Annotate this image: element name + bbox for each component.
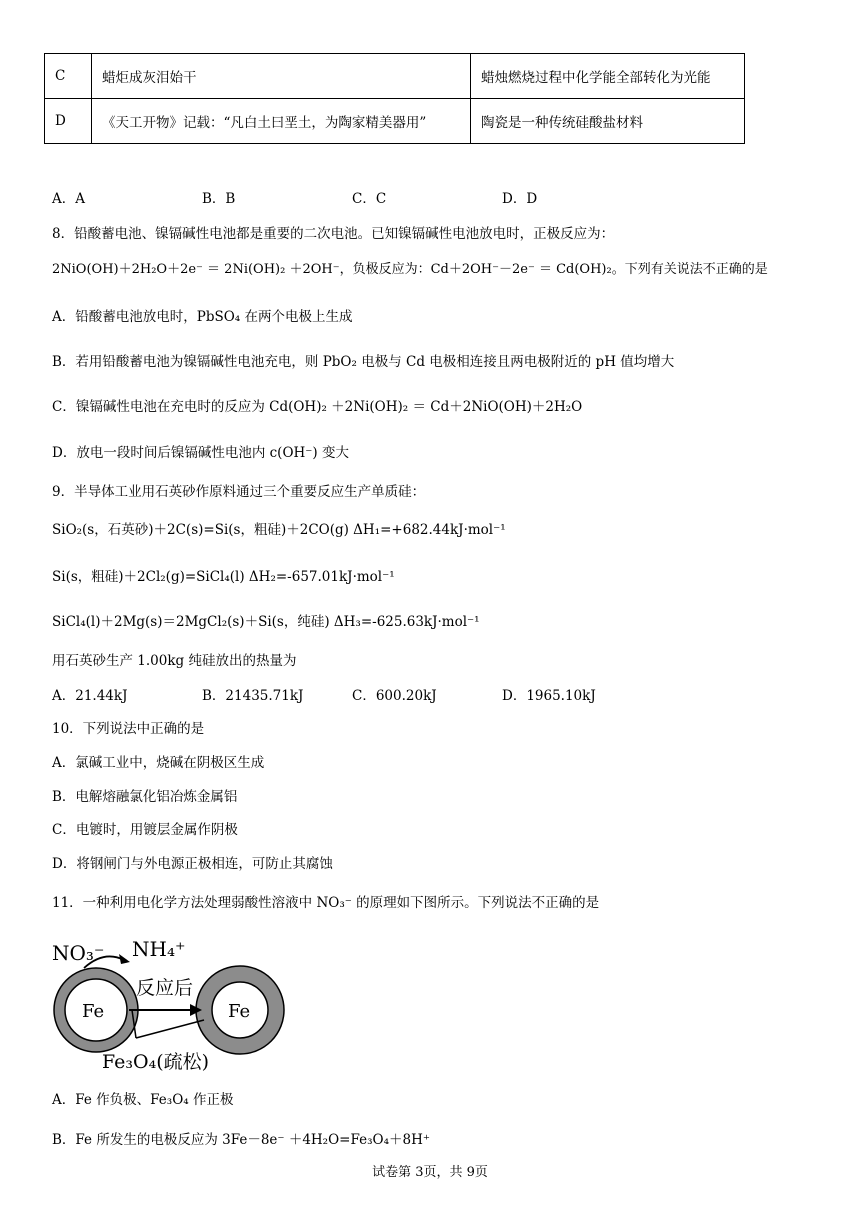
q8-equations [52,258,768,277]
q7-option-d: D．D [502,191,538,207]
q7-option-c: C．C [352,191,387,207]
q8-option-b: B．若用铅酸蓄电池为镍镉碱性电池充电，则 PbO₂ 电极与 Cd 电极相连接且两电极附近的 pH 值均增大 [52,354,675,370]
q8-option-d: D．放电一段时间后镍镉碱性电池内 c(OH⁻) 变大 [52,445,349,461]
q9-stem: 9．半导体工业用石英砂作原料通过三个重要反应生产单质硅： [52,484,426,500]
q9-option-c: C．600.20kJ [352,688,437,704]
q11-option-a: A．Fe 作负极、Fe₃O₄ 作正极 [52,1092,234,1108]
q8-stem: 8．铅酸蓄电池、镍镉碱性电池都是重要的二次电池。已知镍镉碱性电池放电时，正极反应为： [52,226,615,242]
q9-option-d: D．1965.10kJ [502,688,596,704]
q10-stem: 10．下列说法中正确的是 [52,721,205,737]
no3-label: NO₃⁻ [52,941,105,965]
q8-eq-mid: ，负极反应为： [339,262,431,277]
curved-arrowhead [119,954,130,964]
row-text: 《天工开物》记载：“凡白土曰垩土，为陶家精美器用” [92,99,471,144]
table-row [45,99,745,144]
row-label: D [45,99,92,144]
q9-option-b: B．21435.71kJ [202,688,304,704]
q10-option-a: A．氯碱工业中，烧碱在阴极区生成 [52,755,265,771]
q7-option-a: A．A [52,191,85,207]
q7-option-b: B．B [202,191,236,207]
q10-option-b: B．电解熔融氯化铝冶炼金属铝 [52,789,238,805]
row-explain: 蜡烛燃烧过程中化学能全部转化为光能 [471,54,745,99]
q9-reaction-1: SiO₂(s，石英砂)＋2C(s)=Si(s，粗硅)＋2CO(g) ΔH₁=+682.44kJ·mol⁻¹ [52,522,506,538]
q8-eq-positive: 2NiO(OH)＋2H₂O＋2e⁻ ＝ 2Ni(OH)₂ ＋2OH⁻ [52,262,340,277]
q9-question: 用石英砂生产 1.00kg 纯硅放出的热量为 [52,653,297,669]
electrochem-figure [44,928,304,1078]
q8-option-c: C．镍镉碱性电池在充电时的反应为 Cd(OH)₂ ＋2Ni(OH)₂ ＝ Cd＋2NiO(OH)＋2H₂O [52,399,583,415]
q9-option-a: A．21.44kJ [52,688,128,704]
shell-pointer-right [136,1020,204,1038]
q10-option-c: C．电镀时，用镀层金属作阴极 [52,822,238,838]
q11-stem: 11．一种利用电化学方法处理弱酸性溶液中 NO₃⁻ 的原理如下图所示。下列说法不正确的是 [52,895,600,911]
fe-left-label: Fe [82,1001,105,1022]
q10-option-d: D．将钢闸门与外电源正极相连，可防止其腐蚀 [52,856,333,872]
q8-eq-negative: Cd＋2OH⁻－2e⁻ ＝ Cd(OH)₂ [430,262,612,277]
q9-reaction-2: Si(s，粗硅)＋2Cl₂(g)=SiCl₄(l) ΔH₂=-657.01kJ·mol⁻¹ [52,569,395,585]
page-footer: 试卷第 3页，共 9页 [372,1165,488,1180]
nh4-label: NH₄⁺ [132,937,186,961]
row-text: 蜡炬成灰泪始干 [92,54,471,99]
shell-label: Fe₃O₄(疏松) [102,1051,210,1073]
table-row [45,54,745,99]
options-table [44,53,745,144]
q11-option-b: B．Fe 所发生的电极反应为 3Fe－8e⁻ ＋4H₂O=Fe₃O₄＋8H⁺ [52,1132,430,1148]
q8-option-a: A．铅酸蓄电池放电时，PbSO₄ 在两个电极上生成 [52,309,353,325]
arrow-label: 反应后 [136,977,194,999]
q9-reaction-3: SiCl₄(l)＋2Mg(s)＝2MgCl₂(s)＋Si(s，纯硅) ΔH₃=-625.63kJ·mol⁻¹ [52,614,480,630]
row-explain: 陶瓷是一种传统硅酸盐材料 [471,99,745,144]
fe-right-label: Fe [228,1001,251,1022]
row-label: C [45,54,92,99]
q8-stem-end: 。下列有关说法不正确的是 [611,262,768,277]
